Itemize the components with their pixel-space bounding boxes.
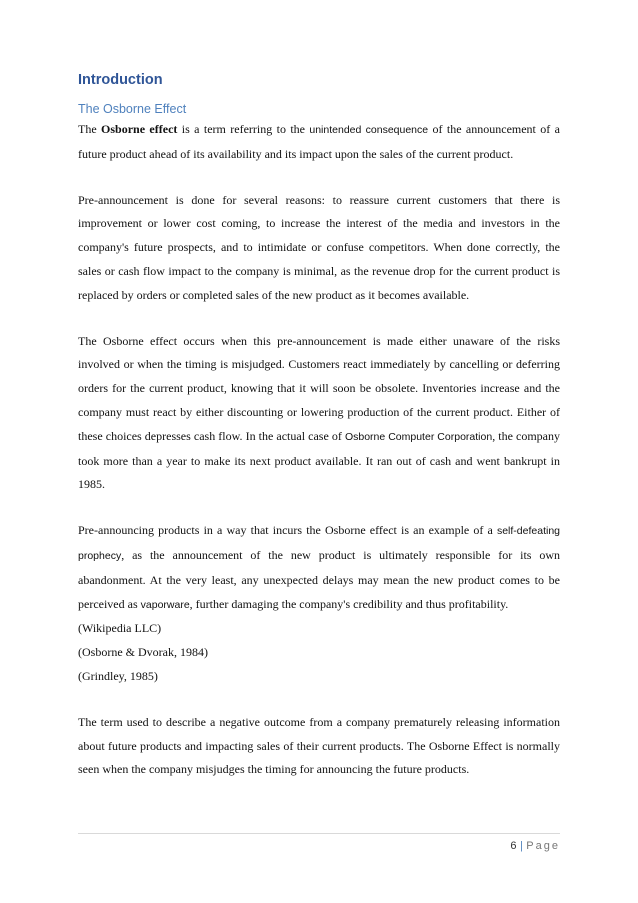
reference-grindley: (Grindley, 1985) (78, 668, 158, 683)
text: , further damaging the company's credibility and thus profitability. (189, 596, 509, 611)
heading-osborne-effect: The Osborne Effect (78, 102, 187, 116)
paragraph-definition (78, 118, 560, 167)
text: The Osborne effect occurs when this pre-announcement is made either unaware of the risks involved or when the timing is misjudged. Customers react immediately by cancelling or deferring orders for the current product, knowing that it will soon be obsolete. Inventories increase and the company must react by either discounting or lowering production of the current product. Either of these choices depresses cash flow. In the actual case of (78, 333, 560, 443)
heading-introduction: Introduction (78, 72, 163, 88)
footer-divider (78, 833, 560, 834)
inline-link-vaporware: vaporware (140, 598, 190, 611)
text: of the announcement of a future product ahead of its availability and its impact upon the sales of the current product. (78, 122, 560, 161)
text: , the company took more than a year to make its next product available. It ran out of cash and went bankrupt in 1985. (78, 428, 560, 492)
inline-link-self-defeating-prophecy: self-defeating prophecy (78, 525, 560, 562)
text: The (78, 122, 102, 136)
text: Pre-announcing products in a way that incurs the Osborne effect is an example of a (78, 523, 497, 538)
bold-term: Osborne effect (101, 122, 178, 136)
inline-link-unintended-consequence: unintended consequence (309, 124, 429, 136)
text: is a term referring to the (177, 122, 310, 136)
paragraph-self-defeating (78, 519, 560, 617)
paragraph-pre-announcement: Pre-announcement is done for several reasons: to reassure current customers that there is improvement or lower cost coming, to increase the interest of the media and investors in the company's future prospects, and to intimidate or confuse competitors. When done correctly, the sales or cash flow impact to the company is minimal, as the revenue drop for the current product is replaced by orders or completed sales of the new product as it becomes available. (78, 192, 560, 302)
paragraph-osborne-occurs (78, 330, 560, 498)
page-number: 6 (510, 840, 517, 852)
footer-separator: | (519, 840, 524, 852)
text: , as the announcement of the new product is ultimately responsible for its own abandonment. At the very least, any unexpected delays may mean the new product comes to be perceived as (78, 547, 560, 611)
inline-link-osborne-computer: Osborne Computer Corporation (344, 430, 493, 443)
page-label: Page (526, 840, 560, 852)
document-page (78, 70, 560, 782)
paragraph-summary: The term used to describe a negative outcome from a company prematurely releasing information about future products and impacting sales of their current products. The Osborne Effect is normally seen when the company misjudges the timing for announcing the future products. (78, 714, 560, 777)
reference-wikipedia: (Wikipedia LLC) (78, 621, 162, 636)
page-footer (510, 840, 560, 852)
reference-osborne-dvorak: (Osborne & Dvorak, 1984) (78, 645, 208, 660)
